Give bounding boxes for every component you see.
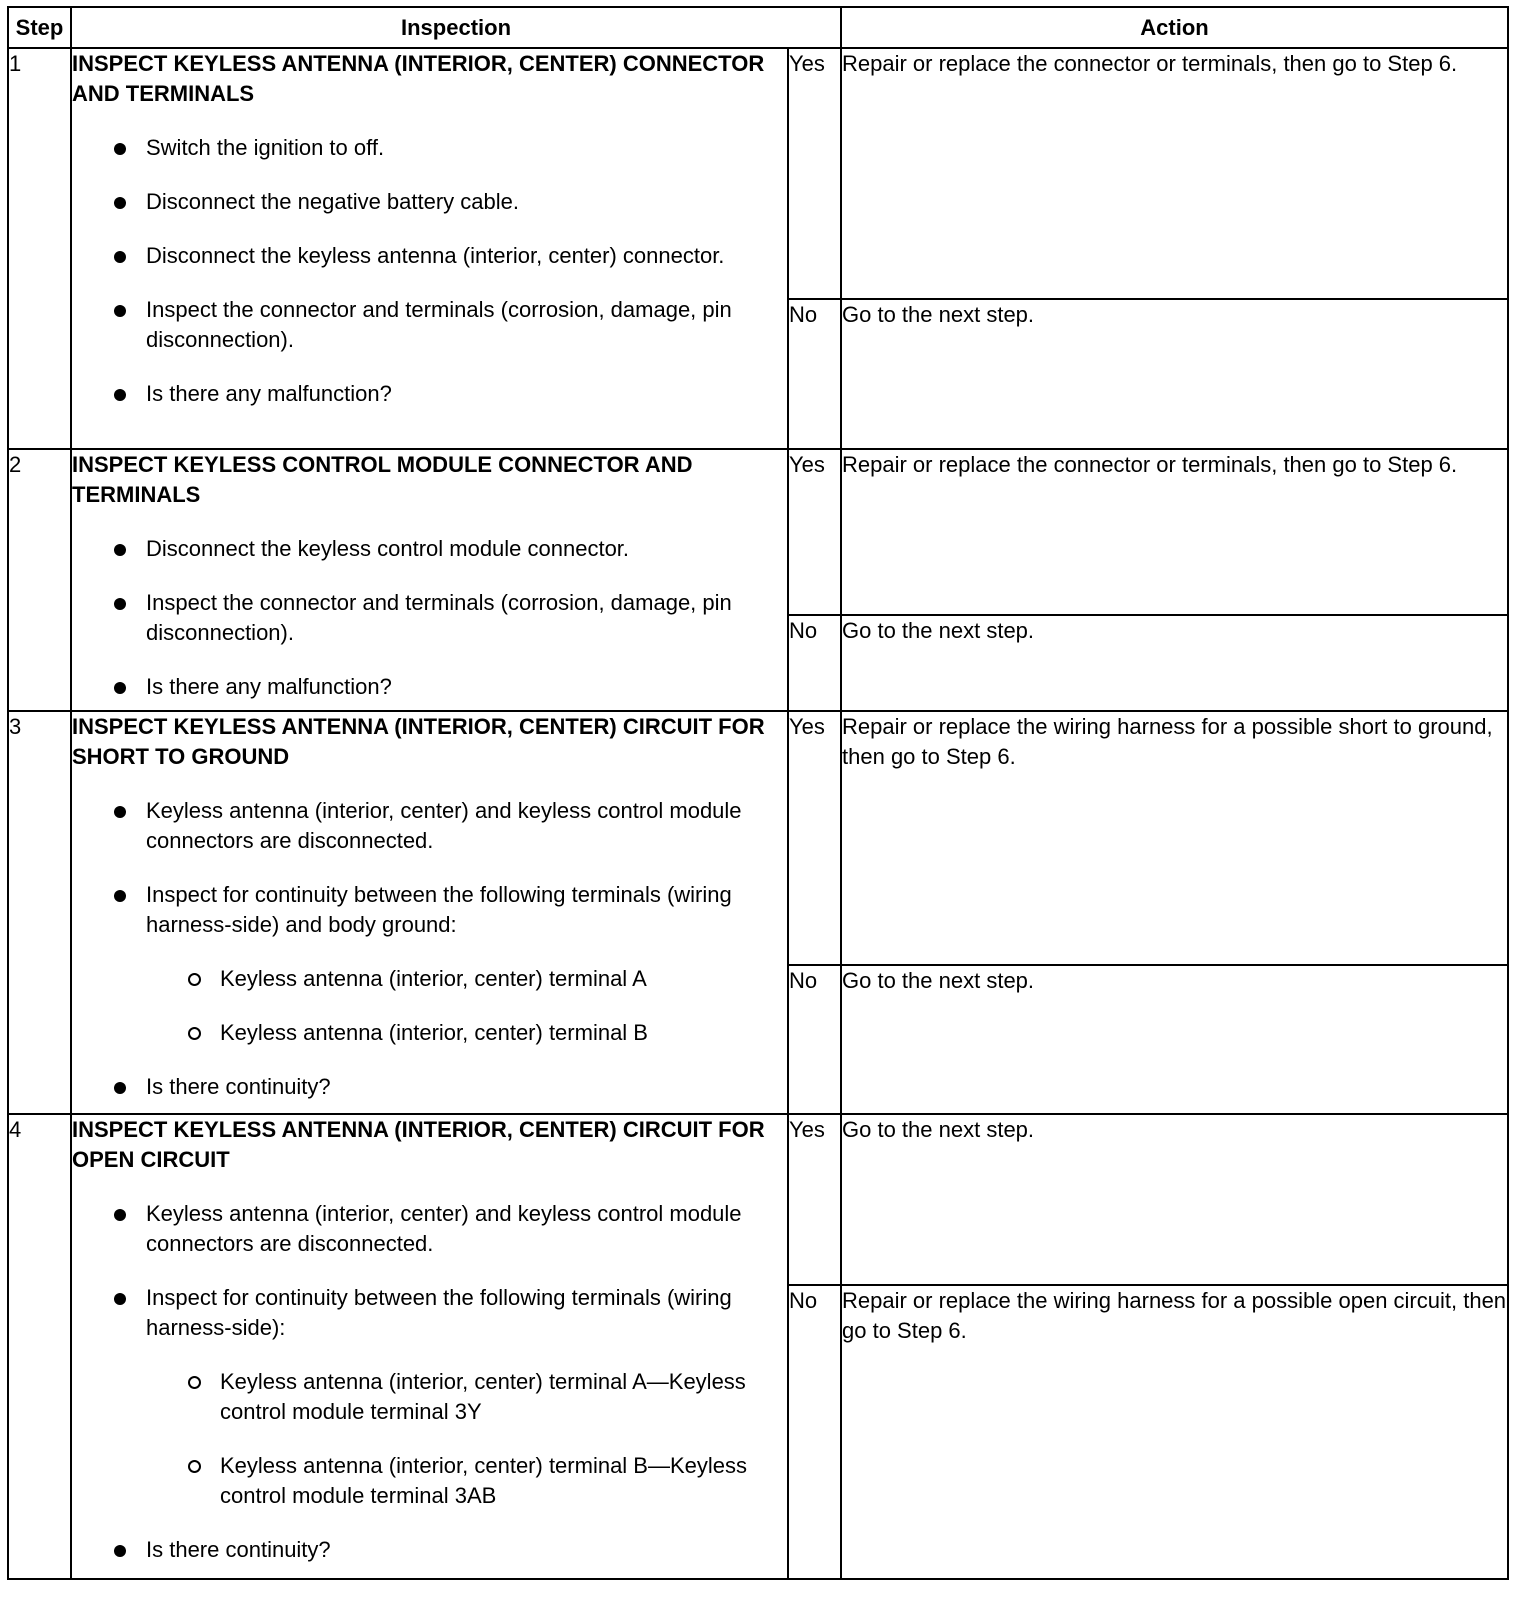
step-row (8, 48, 1508, 299)
sub-list-item: Keyless antenna (interior, center) terminal B—Keyless control module terminal 3AB (146, 1451, 787, 1511)
yes-label: Yes (788, 449, 841, 615)
header-action: Action (841, 7, 1508, 48)
no-action: Go to the next step. (841, 299, 1508, 449)
list-item: Disconnect the keyless control module connector. (72, 534, 787, 564)
list-item: Is there continuity? (72, 1072, 787, 1102)
list-item: Inspect the connector and terminals (corrosion, damage, pin disconnection). (72, 588, 787, 648)
bullet-icon (114, 305, 126, 317)
no-label: No (788, 299, 841, 449)
bullet-icon (114, 1545, 126, 1557)
step-row (8, 711, 1508, 965)
sub-bullet-list (146, 964, 787, 1048)
step-number: 2 (8, 449, 71, 711)
inspection-cell (71, 1114, 788, 1579)
yes-label: Yes (788, 48, 841, 299)
yes-label: Yes (788, 1114, 841, 1285)
list-item: Disconnect the negative battery cable. (72, 187, 787, 217)
bullet-icon (114, 598, 126, 610)
no-action: Repair or replace the wiring harness for a possible open circuit, then go to Step 6. (841, 1285, 1508, 1579)
no-action: Go to the next step. (841, 615, 1508, 711)
list-item: Is there continuity? (72, 1535, 787, 1565)
no-label: No (788, 1285, 841, 1579)
list-item: Inspect for continuity between the following terminals (wiring harness-side) and body ground: Keyless antenna (interior, center) terminal A Keyless antenna (interior, center) terminal B (72, 880, 787, 1048)
step-number: 4 (8, 1114, 71, 1579)
bullet-icon (114, 544, 126, 556)
bullet-icon (114, 890, 126, 902)
bullet-icon (114, 806, 126, 818)
step-title: INSPECT KEYLESS ANTENNA (INTERIOR, CENTER) CONNECTOR AND TERMINALS (72, 51, 765, 106)
step-row (8, 449, 1508, 615)
yes-action: Repair or replace the wiring harness for a possible short to ground, then go to Step 6. (841, 711, 1508, 965)
bullet-icon (114, 389, 126, 401)
bullet-icon (114, 251, 126, 263)
inspection-cell (71, 48, 788, 449)
no-action: Go to the next step. (841, 965, 1508, 1114)
bullet-list (72, 133, 787, 409)
no-label: No (788, 615, 841, 711)
step-number: 3 (8, 711, 71, 1114)
list-item: Switch the ignition to off. (72, 133, 787, 163)
step-number: 1 (8, 48, 71, 449)
inspection-cell (71, 711, 788, 1114)
diagnostic-table (7, 6, 1509, 1580)
bullet-list (72, 534, 787, 702)
yes-action: Go to the next step. (841, 1114, 1508, 1285)
sub-bullet-icon (188, 1027, 201, 1040)
bullet-icon (114, 197, 126, 209)
sub-bullet-icon (188, 1460, 201, 1473)
step-title: INSPECT KEYLESS CONTROL MODULE CONNECTOR AND TERMINALS (72, 452, 693, 507)
bullet-icon (114, 1293, 126, 1305)
step-row (8, 1114, 1508, 1285)
bullet-list (72, 1199, 787, 1565)
sub-bullet-icon (188, 973, 201, 986)
list-item: Disconnect the keyless antenna (interior, center) connector. (72, 241, 787, 271)
yes-label: Yes (788, 711, 841, 965)
bullet-icon (114, 682, 126, 694)
sub-bullet-list (146, 1367, 787, 1511)
list-item: Keyless antenna (interior, center) and keyless control module connectors are disconnected. (72, 1199, 787, 1259)
list-item: Inspect the connector and terminals (corrosion, damage, pin disconnection). (72, 295, 787, 355)
list-item: Is there any malfunction? (72, 379, 787, 409)
yes-action: Repair or replace the connector or terminals, then go to Step 6. (841, 449, 1508, 615)
header-row (8, 7, 1508, 48)
sub-bullet-icon (188, 1376, 201, 1389)
inspection-cell (71, 449, 788, 711)
step-title: INSPECT KEYLESS ANTENNA (INTERIOR, CENTER) CIRCUIT FOR SHORT TO GROUND (72, 714, 765, 769)
list-item: Inspect for continuity between the following terminals (wiring harness-side): Keyless antenna (interior, center) terminal A—Keyless control module terminal 3Y Keyless antenna (interior, center) terminal B—Keyless control module terminal 3AB (72, 1283, 787, 1511)
yes-action: Repair or replace the connector or terminals, then go to Step 6. (841, 48, 1508, 299)
sub-list-item: Keyless antenna (interior, center) terminal A (146, 964, 787, 994)
no-label: No (788, 965, 841, 1114)
bullet-list (72, 796, 787, 1102)
bullet-icon (114, 1082, 126, 1094)
bullet-icon (114, 143, 126, 155)
list-item: Keyless antenna (interior, center) and keyless control module connectors are disconnected. (72, 796, 787, 856)
bullet-icon (114, 1209, 126, 1221)
header-inspection: Inspection (71, 7, 841, 48)
sub-list-item: Keyless antenna (interior, center) terminal A—Keyless control module terminal 3Y (146, 1367, 787, 1427)
step-title: INSPECT KEYLESS ANTENNA (INTERIOR, CENTER) CIRCUIT FOR OPEN CIRCUIT (72, 1117, 765, 1172)
header-step: Step (8, 7, 71, 48)
list-item: Is there any malfunction? (72, 672, 787, 702)
sub-list-item: Keyless antenna (interior, center) terminal B (146, 1018, 787, 1048)
